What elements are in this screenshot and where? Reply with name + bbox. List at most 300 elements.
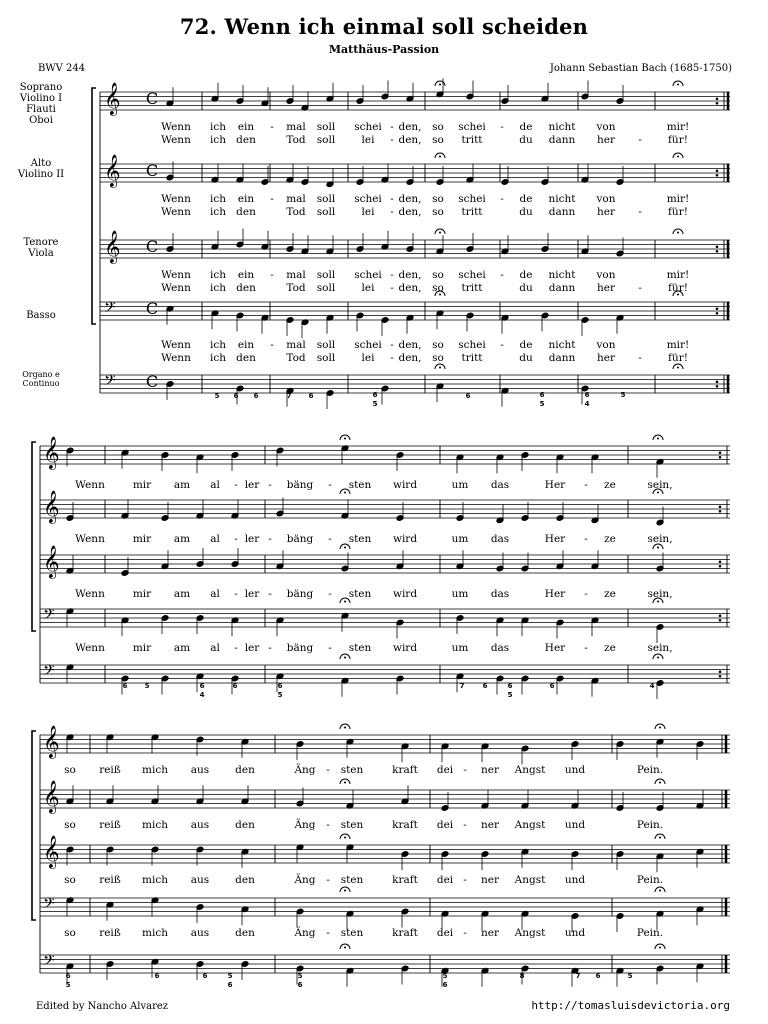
time-signature: C — [145, 299, 159, 318]
lyric-verse2: - — [638, 352, 642, 364]
lyric-system2: am — [173, 479, 191, 491]
lyric-system3: kraft — [392, 819, 418, 831]
lyric-system2: ze — [604, 642, 616, 654]
lyric-system2: sein, — [647, 533, 673, 545]
treble-clef: 𝄞 — [43, 436, 60, 469]
figured-bass: 5 — [627, 972, 633, 980]
repeat-dot — [719, 619, 722, 622]
bass-clef: 𝄢 — [43, 895, 55, 916]
repeat-dot — [719, 614, 722, 617]
fermata-dot — [439, 156, 441, 158]
figured-bass: 6 — [372, 391, 378, 399]
fermata-dot — [659, 947, 661, 949]
lyric-system2: am — [173, 642, 191, 654]
lyric-verse2: her — [597, 352, 615, 364]
lyric-verse1: mir! — [666, 269, 690, 281]
lyric-system3: sten — [340, 874, 364, 886]
lyric-verse1: von — [596, 193, 616, 205]
lyric-system2: ze — [604, 479, 616, 491]
lyric-verse2: tritt — [461, 134, 483, 146]
fermata-dot — [657, 547, 659, 549]
lyric-verse2: - — [390, 352, 394, 364]
fermata-dot — [344, 837, 346, 839]
figured-bass: 6 — [65, 972, 71, 980]
lyric-verse2: Wenn — [161, 206, 191, 218]
lyric-verse1: - — [390, 339, 394, 351]
lyric-verse1: ein — [237, 269, 255, 281]
lyric-system3: - — [326, 764, 330, 776]
repeat-dot — [716, 307, 719, 310]
lyric-system2: sten — [348, 642, 372, 654]
time-signature: C — [145, 237, 159, 256]
lyric-system3: reiß — [99, 819, 121, 831]
figured-bass: 6 — [199, 682, 205, 690]
time-signature: C — [145, 89, 159, 108]
lyric-verse2: lei — [361, 282, 375, 294]
lyric-verse2: für! — [668, 282, 688, 294]
lyric-verse1: mal — [286, 269, 306, 281]
lyric-system3: sten — [340, 764, 364, 776]
figured-bass: 5 — [277, 691, 283, 699]
lyric-system3: - — [463, 874, 467, 886]
fermata-dot — [657, 657, 659, 659]
fermata-dot — [677, 84, 679, 86]
lyric-verse2: Tod — [286, 134, 306, 146]
lyric-system2: Her — [544, 533, 566, 545]
lyric-verse2: - — [638, 282, 642, 294]
lyric-system3: Angst — [514, 819, 546, 831]
figured-bass: 6 — [308, 392, 314, 400]
lyric-verse2: dann — [548, 206, 576, 218]
lyric-verse1: nicht — [548, 121, 576, 133]
repeat-dot — [716, 385, 719, 388]
lyric-verse1: schei — [458, 193, 486, 205]
lyric-system2: - — [584, 533, 588, 545]
lyric-system3: aus — [190, 927, 210, 939]
lyric-system2: mir — [132, 533, 152, 545]
instrument-label-alto: Alto Violino II — [17, 158, 65, 180]
lyric-verse2: Wenn — [161, 352, 191, 364]
lyric-system3: Äng — [294, 874, 316, 886]
lyric-verse2: ich — [209, 352, 227, 364]
lyric-system3: mich — [142, 874, 168, 886]
treble-clef: 𝄞 — [104, 154, 121, 187]
lyric-verse2: dann — [548, 282, 576, 294]
source-url[interactable]: http://tomasluisdevictoria.org — [531, 999, 730, 1012]
lyric-system2: das — [490, 588, 510, 600]
lyric-system2: wird — [392, 588, 418, 600]
lyric-verse2: ich — [209, 206, 227, 218]
lyric-verse2: so — [432, 206, 444, 218]
lyric-verse2: lei — [361, 206, 375, 218]
repeat-dot — [719, 560, 722, 563]
lyric-system2: ler — [244, 642, 260, 654]
lyric-system2: wird — [392, 533, 418, 545]
lyric-system2: bäng — [286, 588, 314, 600]
lyric-verse2: Tod — [286, 206, 306, 218]
fermata-dot — [677, 367, 679, 369]
lyric-verse2: tritt — [461, 282, 483, 294]
lyric-system3: kraft — [392, 764, 418, 776]
lyric-verse1: - — [270, 269, 274, 281]
lyric-verse2: Tod — [286, 352, 306, 364]
figured-bass: 6 — [549, 682, 555, 690]
lyric-system2: Her — [544, 642, 566, 654]
system-bracket — [92, 88, 96, 324]
lyric-system2: mir — [132, 479, 152, 491]
lyric-verse1: mir! — [666, 121, 690, 133]
lyric-system2: sein, — [647, 479, 673, 491]
lyric-system3: aus — [190, 874, 210, 886]
lyric-system3: - — [463, 927, 467, 939]
lyric-verse1: - — [390, 269, 394, 281]
lyric-system3: Angst — [514, 764, 546, 776]
lyric-system3: so — [64, 819, 76, 831]
lyric-system3: mich — [142, 927, 168, 939]
lyric-system3: den — [235, 819, 255, 831]
lyric-system2: das — [490, 642, 510, 654]
lyric-verse1: soll — [316, 121, 336, 133]
lyric-verse1: de — [519, 193, 533, 205]
lyric-system2: - — [268, 642, 272, 654]
lyric-verse1: - — [500, 269, 504, 281]
lyric-verse2: Wenn — [161, 134, 191, 146]
lyric-verse2: du — [519, 352, 533, 364]
fermata-dot — [439, 367, 441, 369]
lyric-system2: al — [210, 533, 220, 545]
lyric-system3: Pein. — [636, 927, 664, 939]
lyric-system2: - — [584, 479, 588, 491]
lyric-system2: Her — [544, 588, 566, 600]
figured-bass: 7 — [575, 972, 581, 980]
lyric-system2: - — [268, 479, 272, 491]
lyric-system2: al — [210, 642, 220, 654]
lyric-verse1: schei — [354, 121, 382, 133]
lyric-verse1: soll — [316, 339, 336, 351]
fermata-dot — [439, 84, 441, 86]
lyric-system2: - — [268, 533, 272, 545]
lyric-verse1: den, — [398, 269, 422, 281]
lyric-verse2: Wenn — [161, 282, 191, 294]
treble-clef: 𝄞 — [104, 82, 121, 115]
figured-bass: 7 — [459, 682, 465, 690]
lyric-verse1: mir! — [666, 193, 690, 205]
lyric-verse1: den, — [398, 339, 422, 351]
lyric-verse1: Wenn — [161, 193, 191, 205]
repeat-dot — [716, 169, 719, 172]
lyric-verse1: - — [270, 193, 274, 205]
lyric-system2: - — [584, 642, 588, 654]
lyric-system3: und — [564, 927, 586, 939]
instrument-label-soprano: Soprano Violino I Flauti Oboi — [19, 82, 63, 126]
lyric-verse2: tritt — [461, 352, 483, 364]
lyric-verse2: ich — [209, 282, 227, 294]
lyric-system2: Her — [544, 479, 566, 491]
lyric-verse1: ich — [209, 193, 227, 205]
figured-bass: 6 — [277, 682, 283, 690]
fermata-dot — [344, 782, 346, 784]
figured-bass: 6 — [539, 391, 545, 399]
figured-bass: 6 — [297, 981, 303, 989]
lyric-verse1: soll — [316, 269, 336, 281]
figured-bass: 6 — [465, 392, 471, 400]
lyric-system2: bäng — [286, 533, 314, 545]
lyric-verse2: den — [236, 352, 256, 364]
lyric-system3: den — [235, 874, 255, 886]
lyric-system3: mich — [142, 819, 168, 831]
lyric-system3: so — [64, 764, 76, 776]
lyric-verse1: den, — [398, 193, 422, 205]
lyric-verse2: für! — [668, 206, 688, 218]
instrument-label-tenore: Tenore Viola — [23, 237, 59, 259]
lyric-verse2: den, — [398, 352, 422, 364]
figured-bass: 6 — [584, 391, 590, 399]
lyric-verse2: so — [432, 134, 444, 146]
repeat-dot — [719, 456, 722, 459]
treble-clef: 𝄞 — [43, 545, 60, 578]
lyric-verse1: de — [519, 269, 533, 281]
lyric-verse1: - — [500, 121, 504, 133]
lyric-system2: - — [328, 533, 332, 545]
figured-bass: 5 — [65, 981, 71, 989]
lyric-verse2: den, — [398, 134, 422, 146]
lyric-system2: - — [234, 533, 238, 545]
bass-clef: 𝄢 — [43, 662, 55, 683]
lyric-system2: - — [328, 642, 332, 654]
lyric-verse1: schei — [354, 193, 382, 205]
lyric-system2: am — [173, 533, 191, 545]
lyric-system2: Wenn — [75, 533, 105, 545]
lyric-verse1: nicht — [548, 339, 576, 351]
fermata-dot — [344, 492, 346, 494]
fermata-dot — [659, 782, 661, 784]
lyric-verse2: soll — [316, 206, 336, 218]
lyric-system3: sten — [340, 819, 364, 831]
lyric-verse1: nicht — [548, 193, 576, 205]
lyric-verse1: schei — [458, 339, 486, 351]
lyric-system2: - — [268, 588, 272, 600]
lyric-system2: sten — [348, 479, 372, 491]
bass-clef: 𝄢 — [43, 606, 55, 627]
lyric-verse1: - — [390, 121, 394, 133]
lyric-system2: - — [584, 588, 588, 600]
instrument-label-continuo: Organo e Continuo — [22, 370, 60, 388]
lyric-system3: ner — [481, 874, 499, 886]
lyric-verse2: her — [597, 282, 615, 294]
lyric-verse1: schei — [354, 339, 382, 351]
lyric-verse1: von — [596, 339, 616, 351]
bass-clef: 𝄢 — [104, 372, 116, 393]
lyric-verse1: de — [519, 339, 533, 351]
lyric-system2: ler — [244, 533, 260, 545]
lyric-verse2: - — [390, 282, 394, 294]
lyric-verse1: nicht — [548, 269, 576, 281]
lyric-verse1: - — [500, 339, 504, 351]
repeat-dot — [719, 565, 722, 568]
lyric-system3: dei — [436, 927, 454, 939]
repeat-dot — [719, 451, 722, 454]
figured-bass: 6 — [122, 682, 128, 690]
lyric-verse1: ein — [237, 121, 255, 133]
fermata-dot — [657, 601, 659, 603]
fermata-dot — [657, 438, 659, 440]
lyric-system3: so — [64, 927, 76, 939]
lyric-verse2: den — [236, 282, 256, 294]
lyric-system3: aus — [190, 764, 210, 776]
treble-clef: 𝄞 — [43, 835, 60, 868]
lyric-verse1: - — [500, 193, 504, 205]
lyric-verse1: von — [596, 269, 616, 281]
lyric-verse1: mal — [286, 339, 306, 351]
repeat-dot — [716, 97, 719, 100]
catalog-number: BWV 244 — [38, 63, 86, 74]
lyric-system3: dei — [436, 764, 454, 776]
lyric-system3: - — [326, 819, 330, 831]
figured-bass: 5 — [297, 972, 303, 980]
lyric-system2: Wenn — [75, 642, 105, 654]
fermata-dot — [344, 657, 346, 659]
lyric-verse1: de — [519, 121, 533, 133]
lyric-system2: bäng — [286, 479, 314, 491]
figured-bass: 6 — [253, 392, 259, 400]
lyric-verse1: so — [432, 339, 444, 351]
lyric-verse2: den — [236, 134, 256, 146]
lyric-system3: ner — [481, 764, 499, 776]
page-subtitle: Matthäus-Passion — [328, 43, 440, 56]
lyric-system2: um — [451, 642, 469, 654]
fermata-dot — [659, 727, 661, 729]
figured-bass: 6 — [233, 392, 239, 400]
repeat-dot — [716, 380, 719, 383]
lyric-system3: Pein. — [636, 819, 664, 831]
lyric-system2: um — [451, 533, 469, 545]
lyric-system2: wird — [392, 642, 418, 654]
lyric-system3: kraft — [392, 874, 418, 886]
lyric-verse1: soll — [316, 193, 336, 205]
lyric-system3: reiß — [99, 874, 121, 886]
page-title: 72. Wenn ich einmal soll scheiden — [179, 14, 589, 39]
lyric-system2: wird — [392, 479, 418, 491]
lyric-system3: aus — [190, 819, 210, 831]
lyric-system2: - — [328, 588, 332, 600]
lyric-verse1: mal — [286, 193, 306, 205]
repeat-dot — [716, 102, 719, 105]
lyric-system3: dei — [436, 874, 454, 886]
lyric-system2: das — [490, 479, 510, 491]
repeat-dot — [719, 670, 722, 673]
lyric-verse2: den — [236, 206, 256, 218]
lyric-verse1: mir! — [666, 339, 690, 351]
lyric-verse2: - — [638, 206, 642, 218]
fermata-dot — [439, 232, 441, 234]
lyric-verse2: Tod — [286, 282, 306, 294]
lyric-verse1: ein — [237, 339, 255, 351]
lyric-system2: sten — [348, 533, 372, 545]
fermata-dot — [677, 156, 679, 158]
repeat-dot — [719, 675, 722, 678]
lyric-system2: am — [173, 588, 191, 600]
bass-clef: 𝄢 — [43, 952, 55, 973]
lyric-system3: - — [463, 819, 467, 831]
lyric-verse2: dann — [548, 134, 576, 146]
fermata-dot — [344, 601, 346, 603]
lyric-verse2: für! — [668, 134, 688, 146]
fermata-dot — [344, 438, 346, 440]
repeat-dot — [716, 312, 719, 315]
repeat-dot — [716, 174, 719, 177]
lyric-verse1: so — [432, 269, 444, 281]
lyric-verse2: soll — [316, 352, 336, 364]
treble-clef: 𝄞 — [43, 725, 60, 758]
lyric-system3: so — [64, 874, 76, 886]
lyric-system3: Äng — [294, 764, 316, 776]
lyric-verse1: ich — [209, 121, 227, 133]
lyric-verse2: soll — [316, 282, 336, 294]
figured-bass: 5 — [442, 972, 448, 980]
figured-bass: 5 — [507, 691, 513, 699]
lyric-system3: reiß — [99, 927, 121, 939]
lyric-system2: ze — [604, 588, 616, 600]
lyric-verse1: von — [596, 121, 616, 133]
lyric-verse1: Wenn — [161, 269, 191, 281]
figured-bass: 8 — [519, 972, 525, 980]
lyric-system2: ze — [604, 533, 616, 545]
figured-bass: 6 — [154, 972, 160, 980]
figured-bass: 5 — [144, 682, 150, 690]
lyric-system3: Pein. — [636, 874, 664, 886]
lyric-system3: Angst — [514, 874, 546, 886]
figured-bass: 5 — [620, 391, 626, 399]
lyric-verse2: du — [519, 282, 533, 294]
lyric-system2: al — [210, 479, 220, 491]
lyric-verse2: den, — [398, 282, 422, 294]
lyric-system2: - — [234, 642, 238, 654]
fermata-dot — [659, 837, 661, 839]
lyric-system3: mich — [142, 764, 168, 776]
lyric-system3: - — [463, 764, 467, 776]
lyric-system3: dei — [436, 819, 454, 831]
lyric-verse2: her — [597, 134, 615, 146]
lyric-system3: und — [564, 874, 586, 886]
treble-clef: 𝄞 — [43, 780, 60, 813]
lyric-system2: - — [328, 479, 332, 491]
fermata-dot — [344, 727, 346, 729]
lyric-system3: Pein. — [636, 764, 664, 776]
figured-bass: 6 — [202, 972, 208, 980]
system-bracket — [32, 442, 36, 631]
figured-bass: 5 — [539, 400, 545, 408]
lyric-system3: Äng — [294, 927, 316, 939]
lyric-system2: das — [490, 533, 510, 545]
lyric-verse2: lei — [361, 134, 375, 146]
lyric-system3: den — [235, 764, 255, 776]
lyric-system2: sein, — [647, 642, 673, 654]
lyric-verse2: den, — [398, 206, 422, 218]
lyric-verse1: so — [432, 193, 444, 205]
lyric-verse1: schei — [458, 269, 486, 281]
repeat-dot — [719, 505, 722, 508]
lyric-system2: sten — [348, 588, 372, 600]
lyric-system3: Angst — [514, 927, 546, 939]
lyric-system2: bäng — [286, 642, 314, 654]
figured-bass: 5 — [214, 392, 220, 400]
fermata-dot — [344, 890, 346, 892]
figured-bass: 4 — [199, 691, 205, 699]
fermata-dot — [677, 232, 679, 234]
lyric-verse2: - — [390, 134, 394, 146]
bass-clef: 𝄢 — [104, 299, 116, 320]
lyric-system2: - — [234, 479, 238, 491]
